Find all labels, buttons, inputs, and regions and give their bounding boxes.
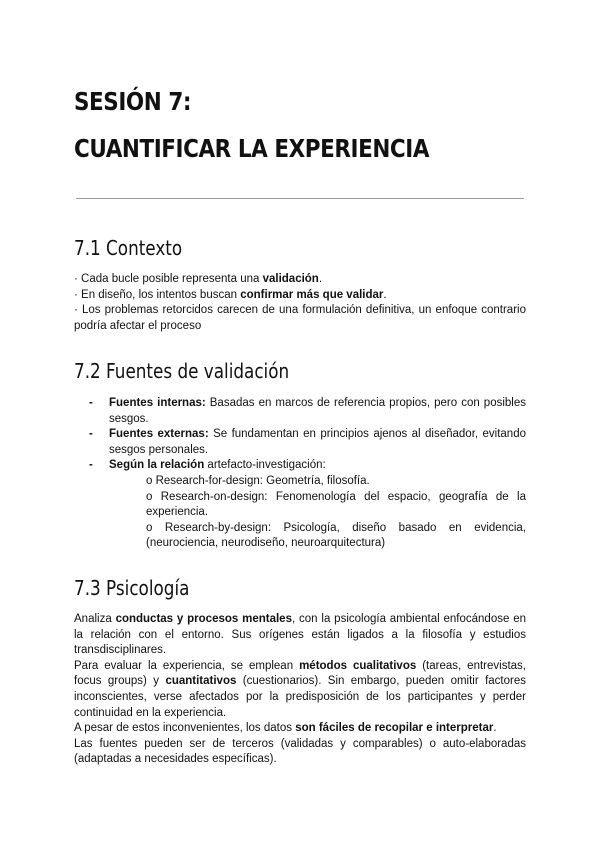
text-span: , con la psicología ambiental enfocándose en la relación con el entorno. Sus orígenes están ligados a la filosofía y estudios transdisciplinares.	[74, 613, 526, 657]
section-heading-sources: 7.2 Fuentes de validación	[74, 359, 290, 383]
list-item	[74, 458, 526, 474]
context-bullet-2	[74, 288, 526, 304]
text-span: .	[383, 288, 387, 301]
title-line-2: CUANTIFICAR LA EXPERIENCIA	[74, 134, 430, 163]
text-span: Basadas en marcos de referencia propios, pero con posibles sesgos.	[109, 397, 526, 425]
paragraph	[74, 612, 526, 659]
context-bullet-3: · Los problemas retorcidos carecen de una formulación definitiva, un enfoque contrario podría afectar el proceso	[74, 304, 526, 332]
context-section	[74, 272, 526, 334]
paragraph: Las fuentes pueden ser de terceros (validadas y comparables) o auto-elaboradas (adaptadas a necesidades específicas).	[74, 737, 526, 766]
paragraph	[74, 659, 526, 721]
horizontal-divider	[76, 198, 524, 199]
bold-text: Según la relación	[109, 459, 205, 472]
sub-list-item: o Research-on-design: Fenomenología del espacio, geografía de la experiencia.	[146, 490, 526, 519]
bold-text: validación	[262, 273, 319, 285]
text-span: (cuestionarios). Sin embargo, pueden omitir factores inconscientes, verse afectados por la predisposición de los participantes y perder continuidad en la experiencia.	[74, 675, 526, 719]
text-span: Para evaluar la experiencia, se emplean	[74, 659, 300, 672]
bold-text: cuantitativos	[165, 675, 237, 688]
section-heading-context: 7.1 Contexto	[74, 236, 183, 260]
text-span: · En diseño, los intentos buscan	[74, 288, 241, 301]
text-span: Se fundamentan en principios ajenos al diseñador, evitando sesgos personales.	[109, 428, 526, 456]
text-span: Analiza	[74, 613, 116, 625]
list-item	[74, 396, 526, 427]
bold-text: confirmar más que validar	[240, 288, 384, 301]
sub-list-item: o Research-for-design: Geometría, filosofía.	[146, 474, 370, 487]
text-span: · Cada bucle posible representa una	[74, 273, 263, 285]
text-span: A pesar de estos inconvenientes, los datos	[74, 722, 296, 735]
section-heading-psychology: 7.3 Psicología	[74, 576, 190, 600]
bold-text: conductas y procesos mentales	[115, 613, 292, 625]
list-item	[74, 427, 526, 458]
dash-bullet: -	[89, 397, 93, 409]
text-span: artefacto-investigación:	[204, 459, 326, 472]
psychology-section	[74, 612, 526, 768]
text-span: .	[493, 722, 497, 735]
sub-list-item: o Research-by-design: Psicología, diseño basado en evidencia, (neurociencia, neurodiseño, neuroarquitectura)	[146, 521, 526, 550]
bold-text: Fuentes internas:	[109, 397, 206, 409]
title-line-1: SESIÓN 7:	[74, 87, 192, 116]
context-bullet-1	[74, 272, 526, 288]
bold-text: Fuentes externas:	[109, 428, 209, 441]
page-title	[74, 78, 429, 172]
sources-list	[74, 396, 526, 552]
bold-text: métodos cualitativos	[299, 659, 417, 672]
paragraph	[74, 721, 526, 737]
dash-bullet: -	[89, 428, 93, 441]
bold-text: son fáciles de recopilar e interpretar	[295, 722, 494, 735]
text-span: .	[318, 273, 323, 285]
dash-bullet: -	[89, 459, 93, 472]
text-span: (tareas, entrevistas, focus groups) y	[74, 659, 526, 688]
